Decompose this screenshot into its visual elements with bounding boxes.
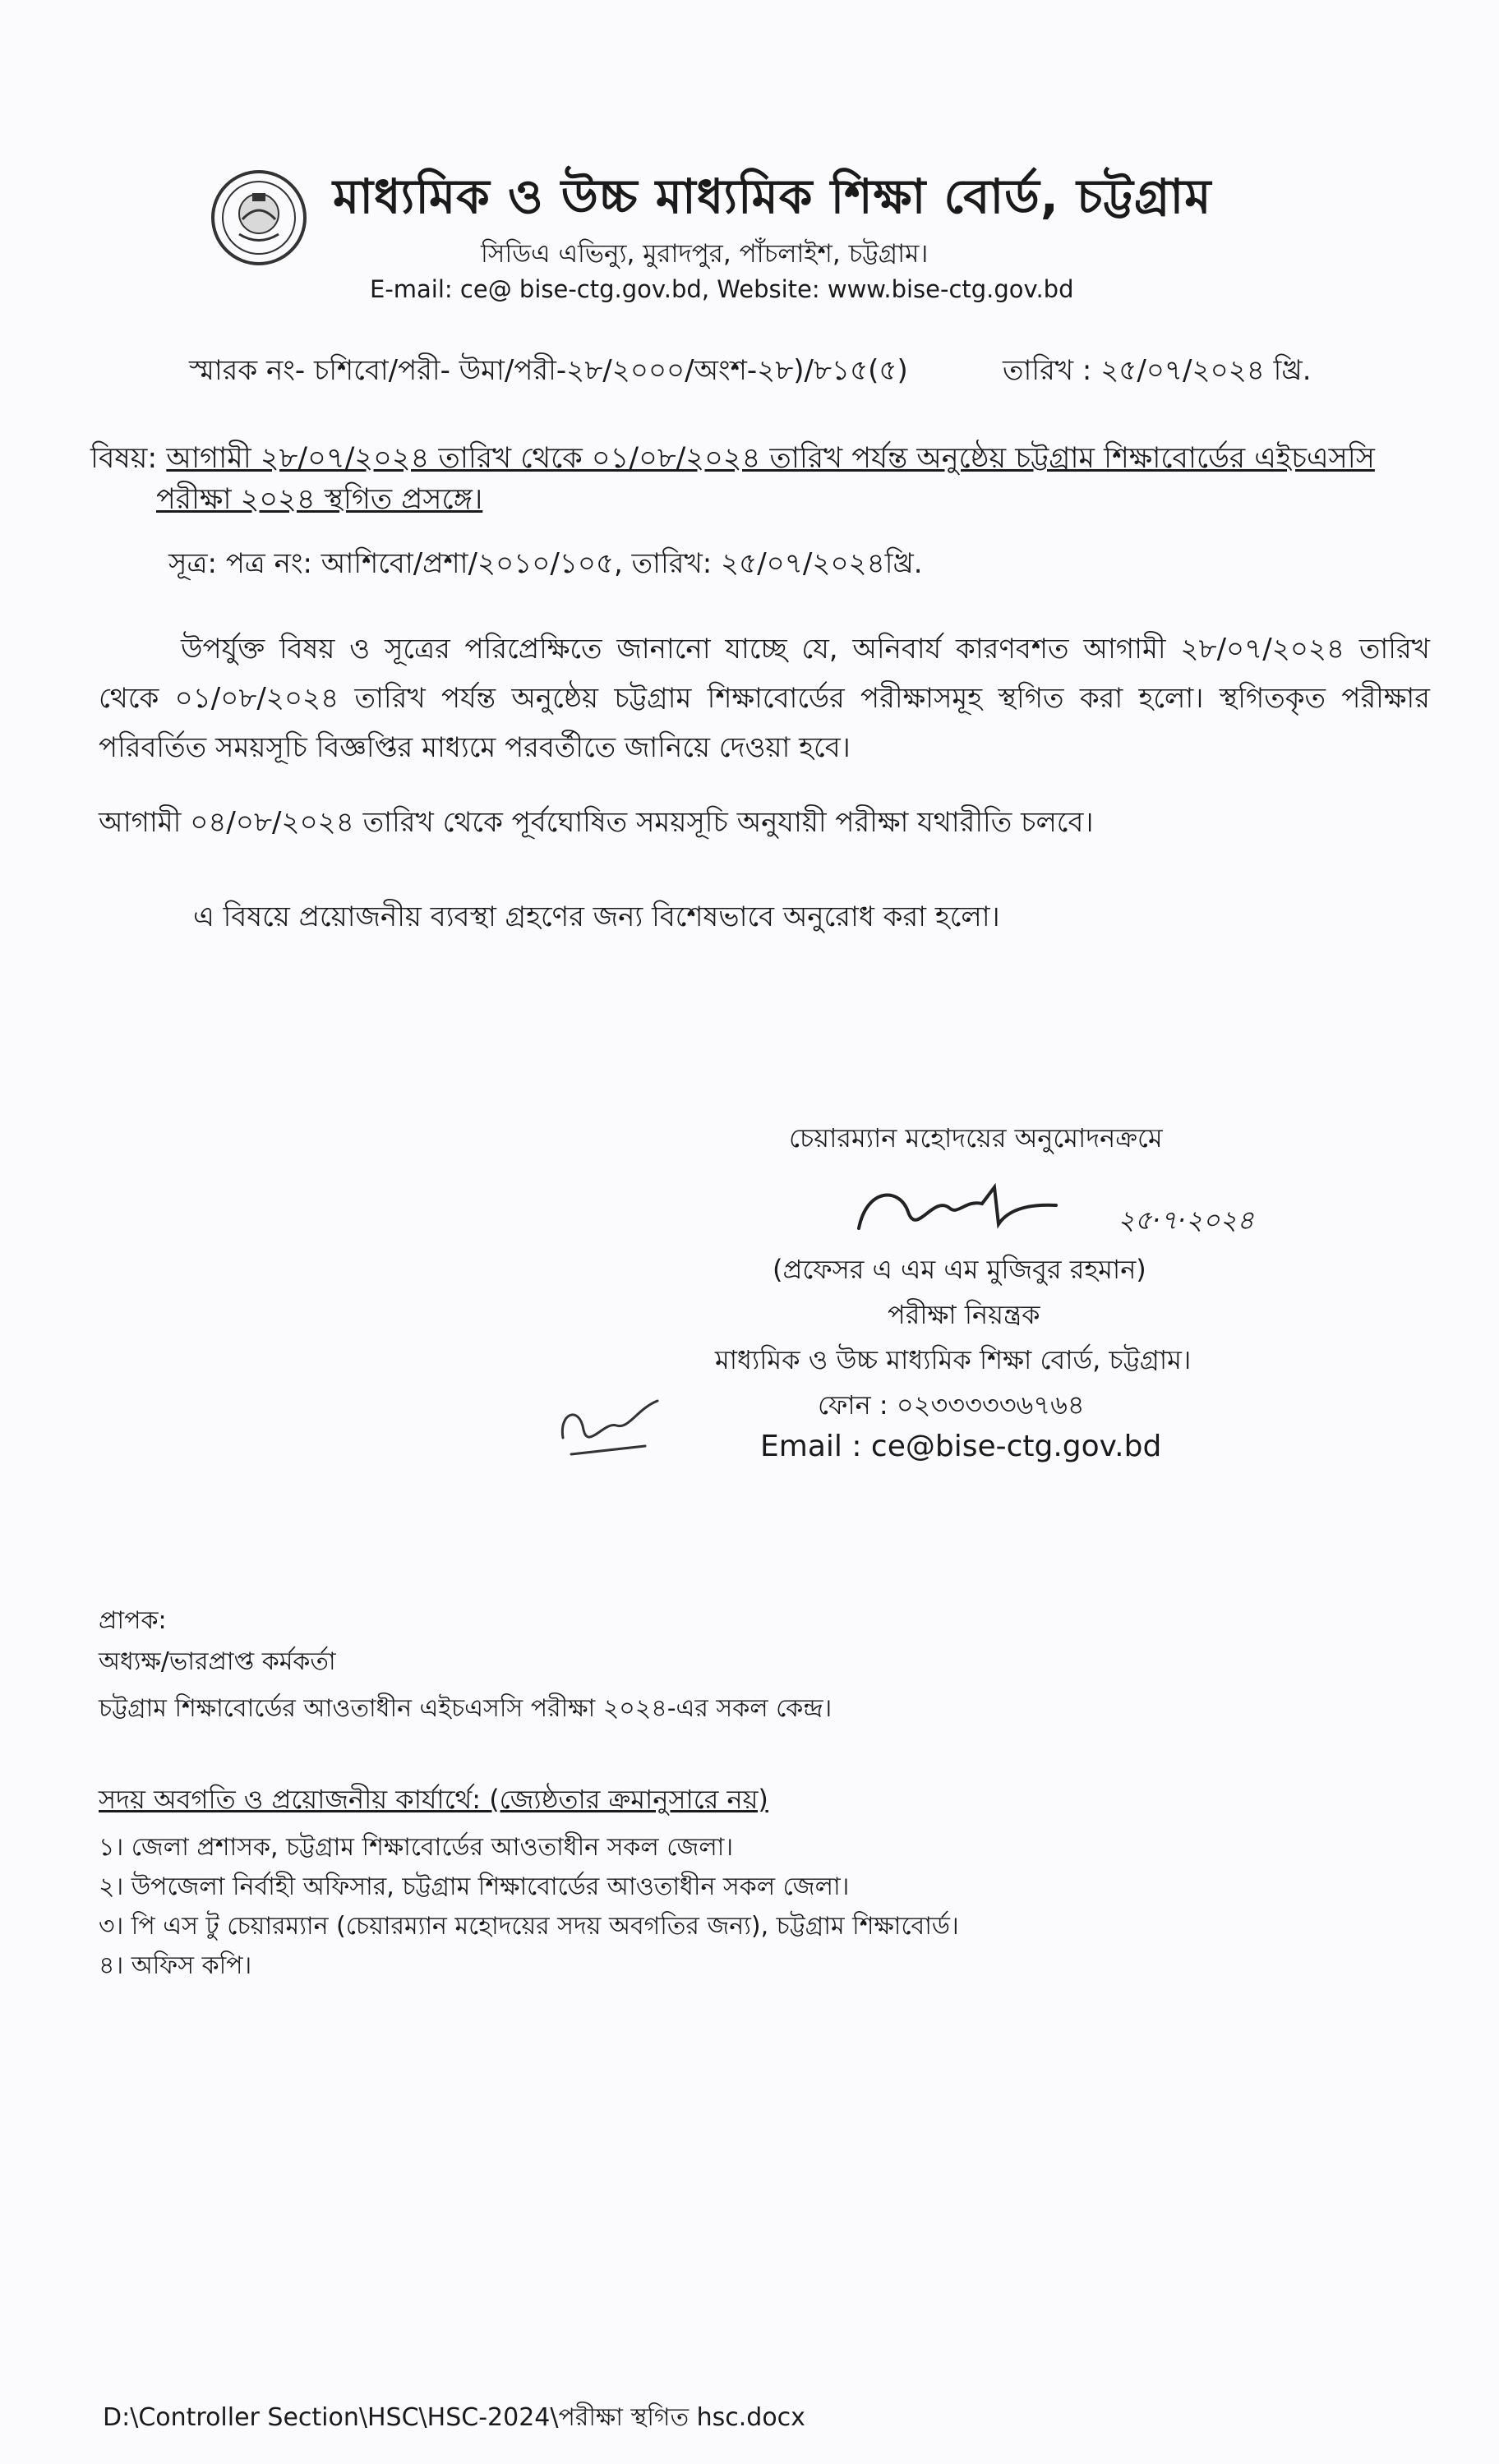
reference-line: সূত্র: পত্র নং: আশিবো/প্রশা/২০১০/১০৫, তারিখ: ২৫/০৭/২০২৪খ্রি. (168, 547, 923, 580)
signatory-name: (প্রফেসর এ এম এম মুজিবুর রহমান) (773, 1254, 1146, 1285)
body-paragraph-3: এ বিষয়ে প্রয়োজনীয় ব্যবস্থা গ্রহণের জন্য বিশেষভাবে অনুরোধ করা হলো। (193, 900, 1000, 933)
board-logo-icon (210, 168, 308, 267)
copy-list (99, 1828, 959, 1986)
recipient-label: প্রাপক: (99, 1606, 167, 1635)
signatory-email: Email : ce@bise-ctg.gov.bd (760, 1430, 1162, 1463)
signatory-designation: পরীক্ষা নিয়ন্ত্রক (888, 1299, 1040, 1330)
recipient-line-2: চট্টগ্রাম শিক্ষাবোর্ডের আওতাধীন এইচএসসি পরীক্ষা ২০২৪-এর সকল কেন্দ্র। (99, 1694, 833, 1723)
subject-label: বিষয়: (90, 442, 158, 475)
subject-line-2 (156, 477, 482, 525)
signatory-organization: মাধ্যমিক ও উচ্চ মাধ্যমিক শিক্ষা বোর্ড, চট্টগ্রাম। (715, 1344, 1192, 1375)
body-paragraph-2: আগামী ০৪/০৮/২০২৪ তারিখ থেকে পূর্বঘোষিত সময়সূচি অনুযায়ী পরীক্ষা যথারীতি চলবে। (99, 806, 1094, 839)
list-item: ২। উপজেলা নির্বাহী অফিসার, চট্টগ্রাম শিক্ষাবোর্ডের আওতাধীন সকল জেলা। (99, 1872, 850, 1901)
approval-note: চেয়ারম্যান মহোদয়ের অনুমোদনক্রমে (789, 1122, 1163, 1154)
board-contact: E-mail: ce@ bise-ctg.gov.bd, Website: www.bise-ctg.gov.bd (370, 275, 1074, 303)
signatory-phone: ফোন : ০২৩৩৩৩৩৬৭৬৪ (818, 1389, 1085, 1421)
subject-text-1: আগামী ২৮/০৭/২০২৪ তারিখ থেকে ০১/০৮/২০২৪ তারিখ পর্যন্ত অনুষ্ঠেয় চট্টগ্রাম শিক্ষাবোর্ডের এইচএসসি (166, 442, 1375, 475)
body-paragraph-1: উপর্যুক্ত বিষয় ও সূত্রের পরিপ্রেক্ষিতে জানানো যাচ্ছে যে, অনিবার্য কারণবশত আগামী ২৮/০৭/২০২৪ তারিখ থেকে ০১/০৮/২০২৪ তারিখ পর্যন্ত অনুষ্ঠেয় চট্টগ্রাম শিক্ষাবোর্ডের পরীক্ষাসমূহ স্থগিত করা হলো। স্থগিতকৃত পরীক্ষার পরিবর্তিত সময়সূচি বিজ্ঞপ্তির মাধ্যমে পরবর্তীতে জানিয়ে দেওয়া হবে। (99, 633, 1430, 764)
subject-text-2: পরীক্ষা ২০২৪ স্থগিত প্রসঙ্গে। (156, 483, 483, 516)
memo-number: স্মারক নং- চশিবো/পরী- উমা/পরী-২৮/২০০০/অংশ-২৮)/৮১৫(৫) (189, 354, 908, 387)
list-item: ১। জেলা প্রশাসক, চট্টগ্রাম শিক্ষাবোর্ডের আওতাধীন সকল জেলা। (99, 1833, 734, 1862)
board-address: সিডিএ এভিন্যু, মুরাদপুর, পাঁচলাইশ, চট্টগ্রাম। (481, 239, 929, 269)
controller-signature-icon (851, 1179, 1064, 1245)
file-path: D:\Controller Section\HSC\HSC-2024\পরীক্ষা স্থগিত hsc.docx (103, 2403, 805, 2432)
list-item: ৩। পি এস টু চেয়ারম্যান (চেয়ারম্যান মহোদয়ের সদয় অবগতির জন্য), চট্টগ্রাম শিক্ষাবোর্ড। (99, 1912, 959, 1941)
board-name: মাধ্যমিক ও উচ্চ মাধ্যমিক শিক্ষা বোর্ড, চট্টগ্রাম (333, 168, 1212, 224)
recipient-line-1: অধ্যক্ষ/ভারপ্রাপ্ত কর্মকর্তা (99, 1647, 336, 1676)
initial-signature-icon (547, 1389, 670, 1467)
list-item: ৪। অফিস কপি। (99, 1951, 252, 1980)
signature-date: ২৫·৭·২০২৪ (1118, 1204, 1254, 1236)
memo-date: তারিখ : ২৫/০৭/২০২৪ খ্রি. (1003, 354, 1312, 387)
copy-heading: সদয় অবগতি ও প্রয়োজনীয় কার্যার্থে: (জ্যেষ্ঠতার ক্রমানুসারে নয়) (99, 1784, 768, 1815)
